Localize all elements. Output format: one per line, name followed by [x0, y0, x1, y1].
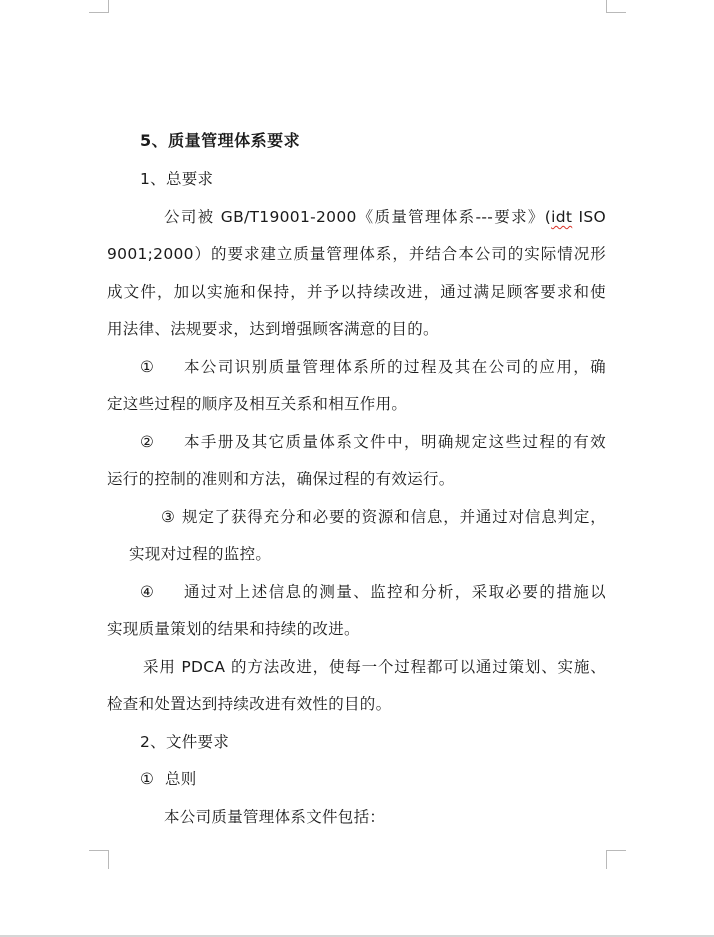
item-1-line-2: 定这些过程的顺序及相互关系和相互作用。 — [107, 395, 408, 413]
intro-line-2: 9001;2000）的要求建立质量管理体系，并结合本公司的实际情况形 — [107, 245, 606, 263]
item-1-line-1: 本公司识别质量管理体系所的过程及其在公司的应用，确 — [184, 358, 606, 376]
subsection-title-document-requirements: 2、文件要求 — [140, 733, 230, 751]
spellcheck-word: idt — [551, 208, 573, 226]
item-2-marker: ② — [140, 433, 155, 451]
item-2-line-2: 运行的控制的准则和方法，确保过程的有效运行。 — [107, 470, 455, 488]
item-1-marker: ① — [140, 358, 155, 376]
item-4-line-1: 通过对上述信息的测量、监控和分析，采取必要的措施以 — [184, 583, 606, 601]
pdca-line-1: 采用 PDCA 的方法改进，使每一个过程都可以通过策划、实施、 — [143, 658, 606, 676]
subsection-title-general-requirements: 1、总要求 — [140, 170, 214, 188]
intro-line-4: 用法律、法规要求，达到增强顾客满意的目的。 — [107, 320, 439, 338]
general-label: 总则 — [165, 770, 197, 788]
section-heading: 5、质量管理体系要求 — [140, 131, 301, 150]
intro-line-3: 成文件，加以实施和保持，并予以持续改进，通过满足顾客要求和使 — [107, 283, 606, 301]
item-3-line-2: 实现对过程的监控。 — [129, 545, 272, 563]
intro-line-1-text: 公司被 GB/T19001-2000《质量管理体系---要求》( — [164, 208, 552, 226]
pdca-line-2: 检查和处置达到持续改进有效性的目的。 — [107, 695, 392, 713]
general-marker: ① — [140, 770, 155, 788]
item-3-marker: ③ — [161, 508, 176, 526]
crop-mark-bottom-left — [89, 850, 109, 869]
crop-mark-bottom-right — [606, 850, 626, 869]
item-3-line-1: 规定了获得充分和必要的资源和信息，并通过对信息判定， — [182, 508, 606, 526]
intro-line-1-tail: ISO — [572, 208, 606, 226]
item-4-line-2: 实现质量策划的结果和持续的改进。 — [107, 620, 360, 638]
item-2-line-1: 本手册及其它质量体系文件中，明确规定这些过程的有效 — [184, 433, 606, 451]
crop-mark-top-right — [606, 0, 626, 13]
crop-mark-top-left — [89, 0, 109, 13]
item-4-marker: ④ — [140, 583, 155, 601]
intro-line-1 — [164, 206, 606, 228]
documents-intro: 本公司质量管理体系文件包括： — [164, 808, 386, 826]
